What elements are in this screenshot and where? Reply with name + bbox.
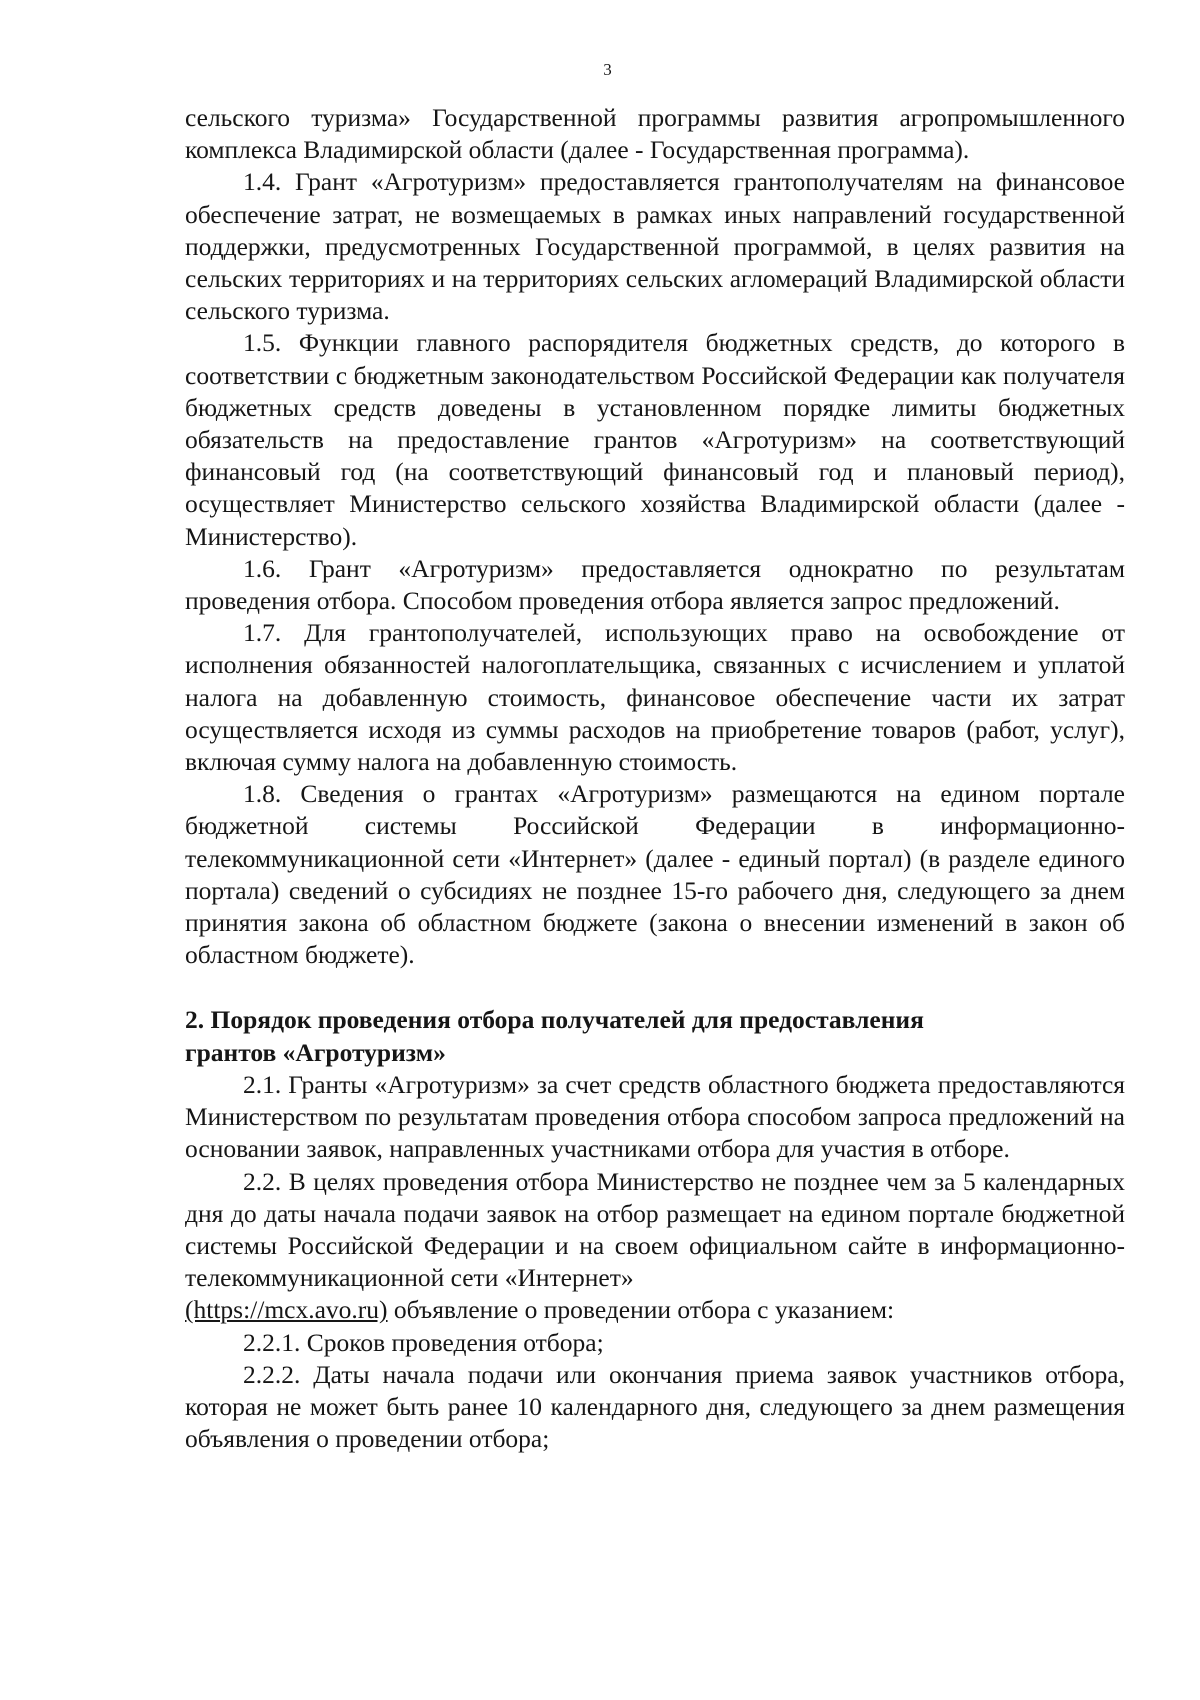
document-body bbox=[185, 102, 1125, 1455]
section-2-paragraphs bbox=[185, 1069, 1125, 1294]
paragraph: 1.8. Сведения о грантах «Агротуризм» размещаются на едином портале бюджетной системы Российской Федерации в информационно-телекоммуникационной сети «Интернет» (далее - единый портал) (в разделе единого портала) сведений о субсидиях не позднее 15-го рабочего дня, следующего за днем принятия закона об областном бюджете (закона о внесении изменений в закон об областном бюджете). bbox=[185, 779, 1125, 970]
section-2-subparagraphs bbox=[185, 1327, 1125, 1456]
announcement-link-paragraph bbox=[185, 1294, 1125, 1326]
announcement-link-trailing-text: объявление о проведении отбора с указанием: bbox=[387, 1295, 895, 1325]
section-2-heading-line-1: 2. Порядок проведения отбора получателей для предоставления bbox=[185, 1005, 924, 1035]
paragraph: 1.5. Функции главного распорядителя бюджетных средств, до которого в соответствии с бюджетным законодательством Российской Федерации как получателя бюджетных средств доведены в установленном порядке лимиты бюджетных обязательств на предоставление грантов «Агротуризм» на соответствующий финансовый год (на соответствующий финансовый год и плановый период), осуществляет Министерство сельского хозяйства Владимирской области (далее - Министерство). bbox=[185, 328, 1125, 551]
paragraph: сельского туризма» Государственной программы развития агропромышленного комплекса Владимирской области (далее - Государственная программа). bbox=[185, 103, 1125, 165]
paragraph: 2.2.1. Сроков проведения отбора; bbox=[243, 1327, 604, 1357]
section-2-heading bbox=[185, 971, 1125, 1068]
paragraph: 2.2. В целях проведения отбора Министерство не позднее чем за 5 календарных дня до даты начала подачи заявок на отбор размещает на едином портале бюджетной системы Российской Федерации и на своем официальном сайте в информационно-телекоммуникационной сети «Интернет» bbox=[185, 1166, 1125, 1293]
page-number: 3 bbox=[603, 60, 612, 79]
paragraph: 2.1. Гранты «Агротуризм» за счет средств областного бюджета предоставляются Министерством по результатам проведения отбора способом запроса предложений на основании заявок, направленных участниками отбора для участия в отборе. bbox=[185, 1069, 1125, 1164]
paragraph: 1.6. Грант «Агротуризм» предоставляется однократно по результатам проведения отбора. Способом проведения отбора является запрос предложений. bbox=[185, 553, 1125, 616]
paragraph: 1.4. Грант «Агротуризм» предоставляется грантополучателям на финансовое обеспечение затрат, не возмещаемых в рамках иных направлений государственной поддержки, предусмотренных Государственной программой, в целях развития на сельских территориях и на территориях сельских агломераций Владимирской области сельского туризма. bbox=[185, 167, 1125, 326]
ministry-website-link[interactable]: (https://mcx.avo.ru) bbox=[185, 1295, 388, 1325]
section-2-heading-line-2: грантов «Агротуризм» bbox=[185, 1037, 446, 1067]
paragraph: 2.2.2. Даты начала подачи или окончания приема заявок участников отбора, которая не может быть ранее 10 календарного дня, следующего за днем размещения объявления о проведении отбора; bbox=[185, 1359, 1125, 1454]
section-1-continuation bbox=[185, 102, 1125, 971]
paragraph: 1.7. Для грантополучателей, использующих право на освобождение от исполнения обязанностей налогоплательщика, связанных с исчислением и уплатой налога на добавленную стоимость, финансовое обеспечение части их затрат осуществляется исходя из суммы расходов на приобретение товаров (работ, услуг), включая сумму налога на добавленную стоимость. bbox=[185, 618, 1125, 777]
